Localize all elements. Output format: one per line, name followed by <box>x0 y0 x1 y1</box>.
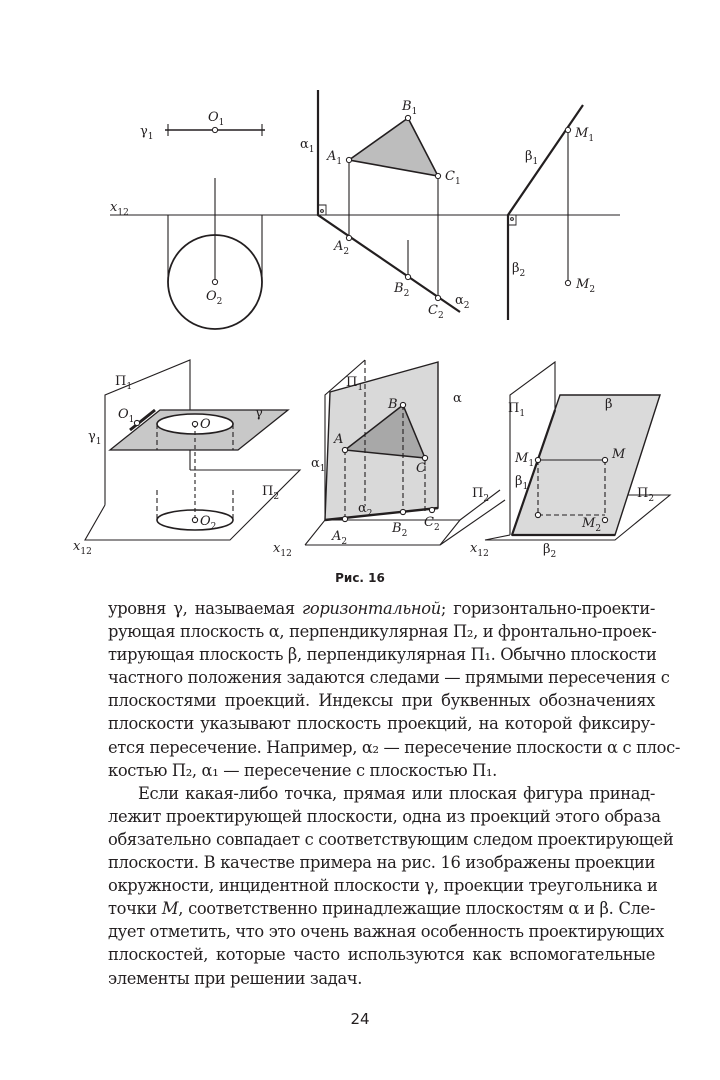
label-base: α <box>358 501 367 516</box>
label-base: β <box>543 542 551 557</box>
label-subscript: 1 <box>454 177 461 187</box>
label-base: x <box>110 200 118 215</box>
label-subscript: 2 <box>519 269 526 279</box>
figure-label-bottom-right <box>514 451 534 469</box>
figure-label-top <box>445 169 461 187</box>
label-subscript: 1 <box>522 482 529 492</box>
body-text <box>108 597 680 990</box>
label-base: O <box>200 514 211 529</box>
figure-label-top <box>455 293 470 311</box>
text-line <box>108 920 664 943</box>
text-span: Если какая-либо точка, прямая или плоская фигура принад- <box>138 783 655 803</box>
label-subscript: 1 <box>319 464 326 474</box>
emphasized-term: горизонтальной <box>302 599 441 618</box>
label-base: α <box>455 293 464 308</box>
text-span: ется пересечение. Например, α₂ — пересечение плоскости α с плос- <box>108 737 680 757</box>
label-base: A <box>334 432 344 447</box>
label-base: x <box>470 541 478 556</box>
label-base: C <box>416 461 426 476</box>
figure-caption: Рис. 16 <box>335 571 385 585</box>
label-base: B <box>402 99 412 114</box>
text-span: лежит проектирующей плоскости, одна из проекций этого образа <box>108 806 661 826</box>
text-line <box>108 712 655 735</box>
figure-label-bottom-middle <box>273 541 292 559</box>
figure-label-bottom-right <box>637 486 654 504</box>
text-line <box>108 828 674 851</box>
paragraph-1 <box>108 597 680 782</box>
label-base: A <box>334 239 344 254</box>
label-subscript: 2 <box>341 537 348 547</box>
figure-label-bottom-right <box>543 542 556 560</box>
text-span: дует отметить, что это очень важная особенность проектирующих <box>108 922 664 942</box>
text-line <box>108 620 655 643</box>
label-subscript: 2 <box>366 509 373 519</box>
label-base: A <box>327 149 337 164</box>
text-span: плоскости. В качестве примера на рис. 16 изображены проекции <box>108 853 655 873</box>
label-base: β <box>605 397 613 412</box>
text-line <box>108 897 655 920</box>
label-subscript: 12 <box>280 549 292 559</box>
label-base: Π <box>508 401 520 416</box>
text-line <box>108 782 655 805</box>
label-base: β <box>512 261 520 276</box>
label-base: C <box>424 515 434 530</box>
figure-label-bottom-middle <box>416 461 426 476</box>
figure-label-top <box>206 289 222 307</box>
label-base: A <box>332 529 342 544</box>
figure-label-bottom-right <box>611 447 626 462</box>
figure-label-top <box>574 126 594 144</box>
label-base: C <box>445 169 455 184</box>
figure-label-bottom-middle <box>391 521 407 539</box>
text-span: ; горизонтально-проекти- <box>440 599 655 618</box>
label-base: O <box>200 417 211 432</box>
label-subscript: 1 <box>126 382 133 392</box>
label-subscript: 2 <box>463 301 470 311</box>
paragraph-2 <box>108 782 674 990</box>
figure-label-top <box>333 239 349 257</box>
figure-label-top <box>575 277 595 295</box>
figure-label-bottom-middle <box>331 529 347 547</box>
label-subscript: 2 <box>595 524 602 534</box>
text-line <box>108 597 655 620</box>
label-base: γ <box>140 124 148 139</box>
triangle-frontal-projection <box>349 118 438 176</box>
bottom-middle-isometric <box>305 360 505 545</box>
label-base: B <box>388 397 398 412</box>
page-number: 24 <box>350 1010 370 1028</box>
figure-label-bottom-left <box>255 406 263 421</box>
label-subscript: 2 <box>437 311 444 321</box>
label-base: M <box>582 516 596 531</box>
label-base: Π <box>115 374 127 389</box>
label-subscript: 2 <box>210 522 217 532</box>
label-subscript: 2 <box>401 529 408 539</box>
label-base: M <box>612 447 626 462</box>
label-base: γ <box>88 429 96 444</box>
figure-label-bottom-middle <box>387 397 398 412</box>
label-base: M <box>515 451 529 466</box>
label-base: Π <box>637 486 649 501</box>
figure-label-bottom-right <box>470 541 489 559</box>
figure-label-bottom-right <box>515 474 528 492</box>
figure-label-top <box>140 124 154 142</box>
label-subscript: 12 <box>80 547 92 557</box>
top-orthographic-drawing <box>110 90 620 329</box>
label-subscript: 1 <box>95 437 102 447</box>
label-base: B <box>394 281 404 296</box>
text-span: плоскости указывают плоскость проекций, на которой фиксиру- <box>108 714 655 734</box>
label-base: O <box>118 407 129 422</box>
label-base: x <box>273 541 281 556</box>
figure-label-bottom-middle <box>472 486 489 504</box>
text-span: костью Π₂, α₁ — пересечение с плоскостью Π₁. <box>108 760 497 780</box>
label-subscript: 1 <box>218 118 225 128</box>
figure-label-top <box>208 110 224 128</box>
text-line <box>108 643 655 666</box>
label-base: O <box>208 110 219 125</box>
bottom-right-isometric <box>485 362 670 540</box>
label-subscript: 1 <box>528 459 535 469</box>
figure-label-bottom-middle <box>311 456 326 474</box>
text-span: частного положения задаются следами — прямыми пересечения с <box>108 668 670 688</box>
label-base: β <box>515 474 523 489</box>
text-line <box>108 851 655 874</box>
label-base: Π <box>262 484 274 499</box>
text-line <box>108 759 655 782</box>
label-base: M <box>576 277 590 292</box>
figure-label-top <box>512 261 525 279</box>
text-line <box>108 736 680 759</box>
text-span: плоскостей, которые часто используются как вспомогательные <box>108 945 655 965</box>
figure-label-bottom-left <box>118 407 134 425</box>
label-base: γ <box>255 406 263 421</box>
text-span: окружности, инцидентной плоскости γ, проекции треугольника и <box>108 876 658 896</box>
label-subscript: 1 <box>411 107 418 117</box>
label-subscript: 2 <box>589 285 596 295</box>
label-base: M <box>575 126 589 141</box>
label-base: α <box>300 137 309 152</box>
text-span: плоскостями проекций. Индексы при буквенных обозначениях <box>108 691 655 711</box>
text-span: обязательно совпадает с соответствующим следом проектирующей <box>108 829 674 849</box>
label-base: β <box>525 149 533 164</box>
figure-label-top <box>393 281 409 299</box>
text-line <box>108 967 655 990</box>
label-base: Π <box>346 375 358 390</box>
label-base: O <box>206 289 217 304</box>
label-subscript: 12 <box>117 208 129 218</box>
label-subscript: 1 <box>147 132 154 142</box>
text-span: тирующая плоскость β, перпендикулярная Π₁. Обычно плоскости <box>108 645 657 665</box>
label-subscript: 2 <box>550 550 557 560</box>
label-subscript: 2 <box>483 494 490 504</box>
label-subscript: 2 <box>273 492 280 502</box>
label-subscript: 12 <box>477 549 489 559</box>
label-subscript: 2 <box>403 289 410 299</box>
emphasized-term: M <box>161 899 179 919</box>
text-span: рующая плоскость α, перпендикулярная Π₂, и фронтально-проек- <box>108 622 657 642</box>
figure-label-bottom-right <box>605 397 613 412</box>
label-subscript: 2 <box>648 494 655 504</box>
text-span: уровня γ, называемая <box>108 599 302 618</box>
figure-label-bottom-left <box>73 539 92 557</box>
label-subscript: 2 <box>343 247 350 257</box>
plane-beta <box>512 395 660 535</box>
label-subscript: 2 <box>433 523 440 533</box>
label-base: α <box>311 456 320 471</box>
figure-label-bottom-left <box>88 429 102 447</box>
label-base: x <box>73 539 81 554</box>
figure-label-bottom-middle <box>424 515 440 533</box>
label-subscript: 1 <box>336 157 343 167</box>
text-span: точки <box>108 899 162 919</box>
text-line <box>108 689 655 712</box>
label-subscript: 1 <box>588 134 595 144</box>
figure-label-top <box>428 303 444 321</box>
figure-label-top <box>401 99 417 117</box>
figure-label-bottom-left <box>200 417 211 432</box>
figure-label-bottom-middle <box>333 432 343 447</box>
label-subscript: 2 <box>216 297 223 307</box>
text-line <box>108 805 661 828</box>
figure-label-top <box>300 137 315 155</box>
label-subscript: 1 <box>357 383 364 393</box>
label-subscript: 1 <box>519 409 526 419</box>
label-base: B <box>392 521 402 536</box>
figure-label-top <box>525 149 538 167</box>
text-line <box>108 874 658 897</box>
label-subscript: 1 <box>308 145 315 155</box>
label-base: α <box>453 391 462 406</box>
label-subscript: 1 <box>128 415 135 425</box>
label-base: C <box>428 303 438 318</box>
label-base: Π <box>472 486 484 501</box>
text-line <box>108 943 655 966</box>
figure-label-bottom-middle <box>453 391 462 406</box>
text-line <box>108 666 670 689</box>
text-span: элементы при решении задач. <box>108 968 363 988</box>
text-span: , соответственно принадлежащие плоскостям α и β. Сле- <box>178 899 655 919</box>
label-subscript: 1 <box>532 157 539 167</box>
figure-label-bottom-right <box>508 401 525 419</box>
figure-label-top <box>326 149 342 167</box>
